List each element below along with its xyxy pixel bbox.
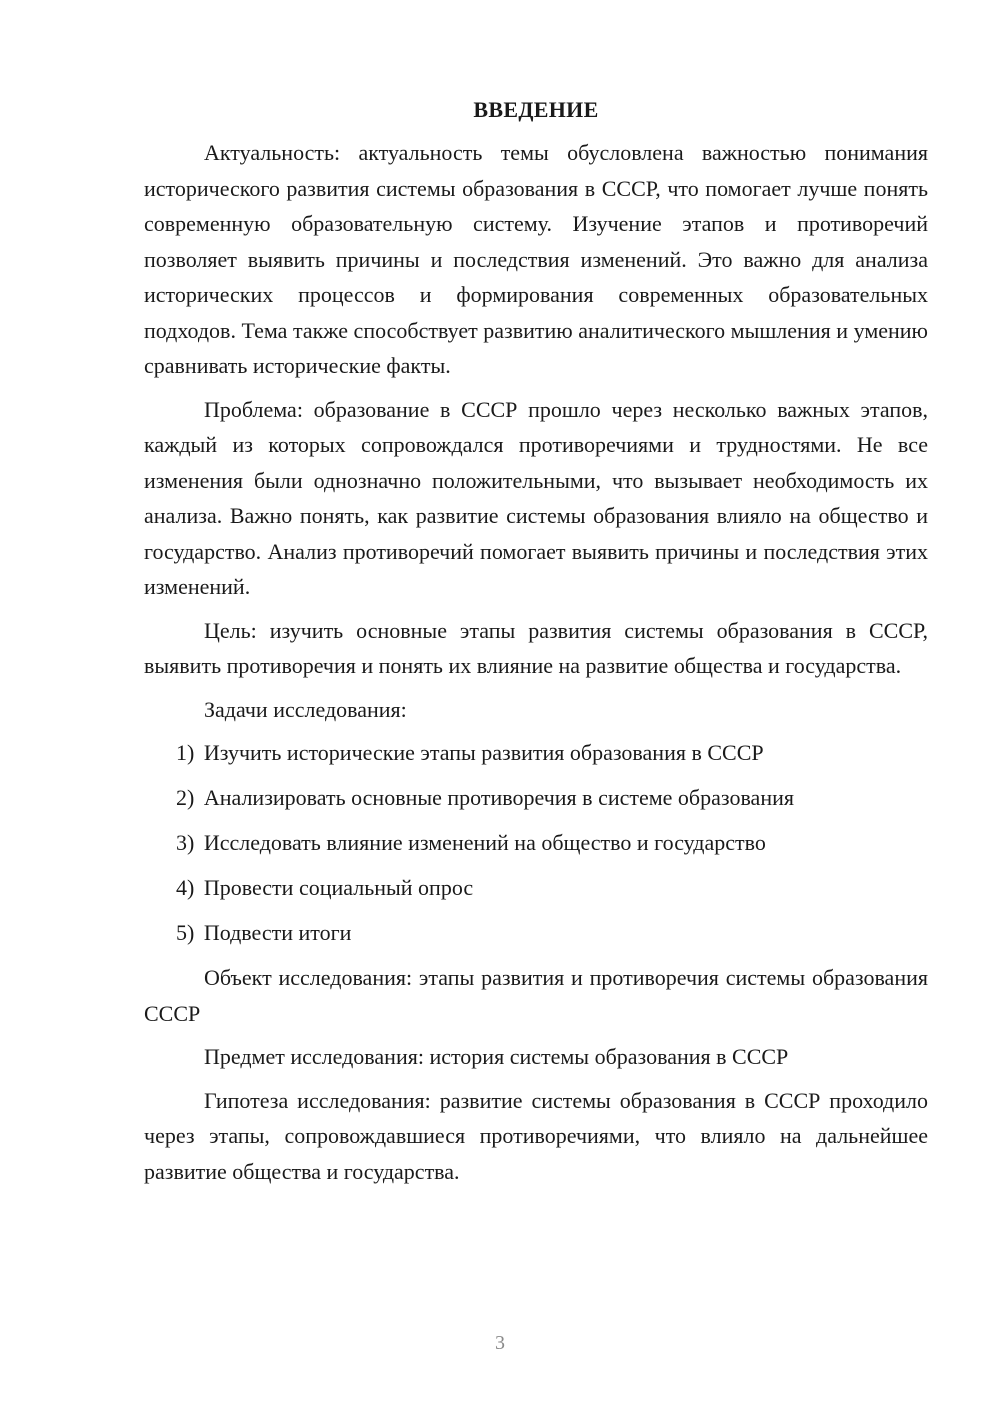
tasks-list <box>144 735 928 950</box>
page-number: 3 <box>495 1332 505 1354</box>
list-item-number: 4) <box>176 875 195 900</box>
paragraph-goal: Цель: изучить основные этапы развития системы образования в СССР, выявить противоречия и понять их влияние на развитие общества и государства. <box>144 617 928 678</box>
list-item-number: 2) <box>176 785 195 810</box>
list-item <box>144 870 928 905</box>
list-item-text: Изучить исторические этапы развития образования в СССР <box>203 740 764 765</box>
list-item-number: 5) <box>176 920 195 945</box>
paragraph-subject: Предмет исследования: история системы образования в СССР <box>204 1044 789 1069</box>
list-item-number: 3) <box>176 830 195 855</box>
list-item-text: Исследовать влияние изменений на общество и государство <box>203 830 766 855</box>
paragraph-problem: Проблема: образование в СССР прошло через несколько важных этапов, каждый из которых сопровождался противоречиями и трудностями. Не все изменения были однозначно положительными, что вызывает необходимость их анализа. Важно понять, как развитие системы образования влияло на общество и государство. Анализ противоречий помогает выявить причины и последствия этих изменений. <box>144 396 928 599</box>
list-item <box>144 915 928 950</box>
paragraph-object: Объект исследования: этапы развития и противоречия системы образования СССР <box>144 965 928 1026</box>
paragraph-tasks-heading: Задачи исследования: <box>204 696 407 722</box>
paragraph-hypothesis: Гипотеза исследования: развитие системы образования в СССР проходило через этапы, сопровождавшиеся противоречиями, что влияло на дальнейшее развитие общества и государства. <box>144 1087 928 1184</box>
list-item <box>144 735 928 770</box>
section-title: ВВЕДЕНИЕ <box>473 97 599 122</box>
list-item <box>144 780 928 815</box>
list-item-text: Анализировать основные противоречия в системе образования <box>203 785 794 810</box>
list-item-text: Подвести итоги <box>203 920 352 945</box>
paragraph-relevance: Актуальность: актуальность темы обусловлена важностью понимания исторического развития системы образования в СССР, что помогает лучше понять современную образовательную систему. Изучение этапов и противоречий позволяет выявить причины и последствия изменений. Это важно для анализа исторических процессов и формирования современных образовательных подходов. Тема также способствует развитию аналитического мышления и умению сравнивать исторические факты. <box>144 140 928 378</box>
list-item-number: 1) <box>176 740 195 765</box>
list-item-text: Провести социальный опрос <box>203 875 474 900</box>
list-item <box>144 825 928 860</box>
